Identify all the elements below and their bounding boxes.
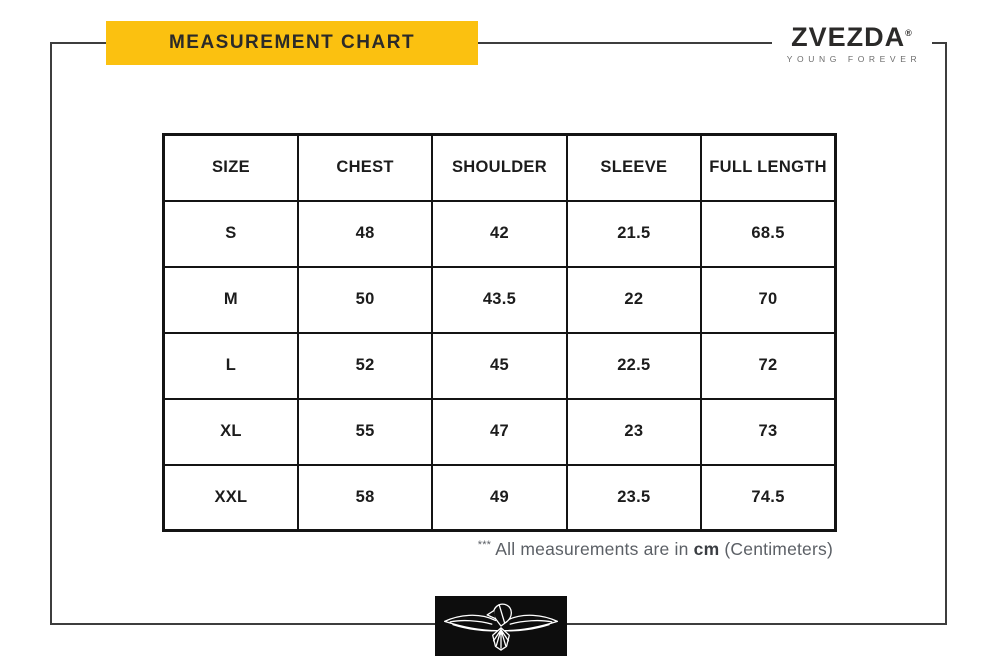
- column-header-sleeve: SLEEVE: [567, 135, 701, 201]
- brand-tagline: YOUNG FOREVER: [786, 54, 922, 64]
- measurement-table: [162, 133, 837, 532]
- brand-emblem-box: [435, 596, 567, 656]
- brand-logo: [772, 20, 932, 68]
- chest-cell: 58: [298, 465, 432, 531]
- sleeve-cell: 22: [567, 267, 701, 333]
- size-cell: XXL: [164, 465, 298, 531]
- full-length-cell: 74.5: [701, 465, 835, 531]
- column-header-shoulder: SHOULDER: [432, 135, 566, 201]
- chest-cell: 50: [298, 267, 432, 333]
- measurements-note: [162, 539, 833, 560]
- sleeve-cell: 23: [567, 399, 701, 465]
- shoulder-cell: 47: [432, 399, 566, 465]
- note-text-after: (Centimeters): [724, 539, 833, 559]
- column-header-size: SIZE: [164, 135, 298, 201]
- column-header-chest: CHEST: [298, 135, 432, 201]
- full-length-cell: 73: [701, 399, 835, 465]
- size-cell: M: [164, 267, 298, 333]
- eagle-icon: [440, 598, 562, 654]
- full-length-cell: 68.5: [701, 201, 835, 267]
- full-length-cell: 72: [701, 333, 835, 399]
- brand-name: [791, 24, 913, 51]
- page-title: MEASUREMENT CHART: [168, 32, 416, 53]
- note-text-before: All measurements are in: [495, 539, 689, 559]
- registered-trademark-symbol: ®: [905, 28, 913, 38]
- shoulder-cell: 49: [432, 465, 566, 531]
- sleeve-cell: 23.5: [567, 465, 701, 531]
- table-header-row: [164, 135, 836, 201]
- shoulder-cell: 43.5: [432, 267, 566, 333]
- chest-cell: 52: [298, 333, 432, 399]
- table-row-l: [164, 333, 836, 399]
- brand-name-text: ZVEZDA: [791, 22, 906, 52]
- shoulder-cell: 42: [432, 201, 566, 267]
- sleeve-cell: 22.5: [567, 333, 701, 399]
- table-row-xxl: [164, 465, 836, 531]
- note-asterisks: ***: [477, 539, 492, 552]
- shoulder-cell: 45: [432, 333, 566, 399]
- note-unit: cm: [693, 539, 720, 559]
- full-length-cell: 70: [701, 267, 835, 333]
- chest-cell: 48: [298, 201, 432, 267]
- table-row-xl: [164, 399, 836, 465]
- chest-cell: 55: [298, 399, 432, 465]
- sleeve-cell: 21.5: [567, 201, 701, 267]
- title-banner: [106, 21, 478, 65]
- size-cell: L: [164, 333, 298, 399]
- size-cell: S: [164, 201, 298, 267]
- size-cell: XL: [164, 399, 298, 465]
- column-header-full-length: FULL LENGTH: [701, 135, 835, 201]
- table-row-m: [164, 267, 836, 333]
- table-row-s: [164, 201, 836, 267]
